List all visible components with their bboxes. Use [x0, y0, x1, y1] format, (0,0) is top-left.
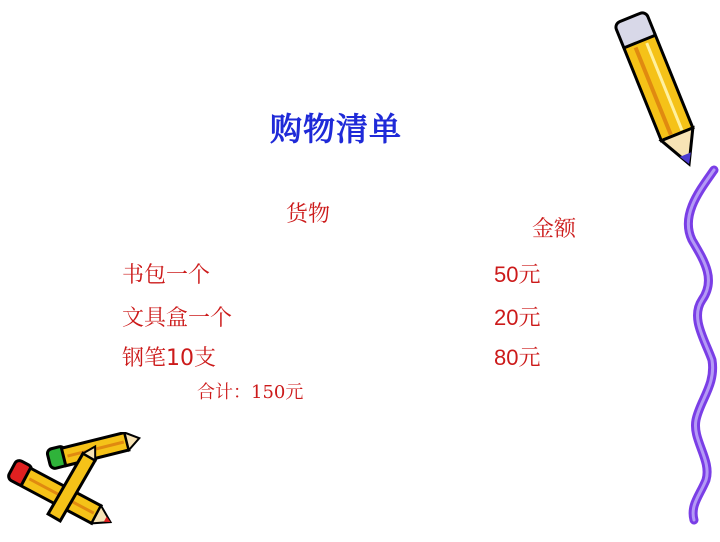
- item-name: 文具盒一个: [122, 306, 233, 331]
- goods-column-header: 货物: [286, 202, 331, 227]
- total-label: 合计：150元: [197, 382, 304, 403]
- item-price: 50元: [494, 262, 541, 287]
- crossed-pencils-icon: [0, 432, 150, 542]
- item-name: 书包一个: [122, 263, 211, 288]
- pencil-icon: [608, 2, 708, 177]
- slide-title: 购物清单: [270, 110, 403, 148]
- item-name: 钢笔10支: [122, 346, 216, 371]
- item-price: 80元: [494, 345, 541, 370]
- amount-column-header: 金额: [532, 217, 577, 242]
- item-price: 20元: [494, 305, 541, 330]
